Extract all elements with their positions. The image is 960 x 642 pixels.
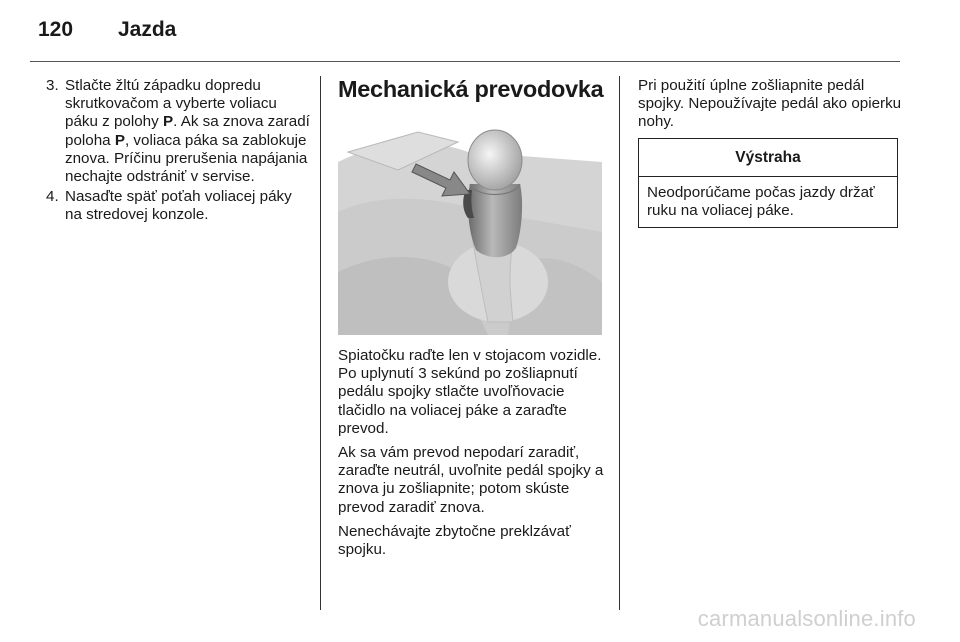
paragraph: Nenechávajte zbytočne preklzávať spojku.: [338, 522, 571, 559]
list-item-3: [38, 77, 310, 186]
column-divider-2: [619, 76, 620, 610]
column-divider-1: [320, 76, 321, 610]
step-list: [38, 77, 310, 225]
list-item-4: [38, 188, 310, 224]
section-title: Jazda: [118, 18, 177, 41]
header-rule: [30, 61, 900, 62]
body-text: [338, 347, 608, 565]
middle-column: [338, 74, 608, 559]
page-number: 120: [38, 18, 74, 41]
left-column: [38, 77, 310, 227]
intro-paragraph: Pri použití úplne zošliapnite pedál spojky. Nepoužívajte pedál ako opierku nohy.: [638, 77, 902, 131]
step-number: 3.: [46, 77, 59, 94]
step-text: Stlačte žltú západku dopredu skrutkovačom a vyberte voliacu páku z polohy P. Ak sa znova zaradí poloha P, voliaca páka sa zablokuje znova. Príčinu prerušenia napájania nechajte odstrániť v servise.: [65, 77, 310, 186]
step-text: Nasaďte späť poťah voliacej páky na stredovej konzole.: [65, 188, 292, 224]
step-number: 4.: [46, 188, 59, 206]
right-column: [638, 77, 902, 220]
watermark: carmanualsonline.info: [697, 606, 916, 631]
gear-lever-illustration: [338, 122, 602, 335]
paragraph: Spiatočku raďte len v stojacom vozidle. Po uplynutí 3 sekúnd po zošliapnutí pedálu spojky stlačte uvoľňovacie tlačidlo na voliacej páke a zaraďte prevod.: [338, 347, 602, 437]
warning-title: Výstraha: [639, 139, 897, 177]
section-heading: Mechanická prevodovka: [338, 76, 604, 102]
warning-text: Neodporúčame počas jazdy držať ruku na voliacej páke.: [647, 184, 875, 220]
warning-box: [638, 138, 898, 228]
paragraph: Ak sa vám prevod nepodarí zaradiť, zaraďte neutrál, uvoľnite pedál spojky a znova ju zošliapnite; potom skúste prevod zaradiť znova.: [338, 444, 604, 516]
